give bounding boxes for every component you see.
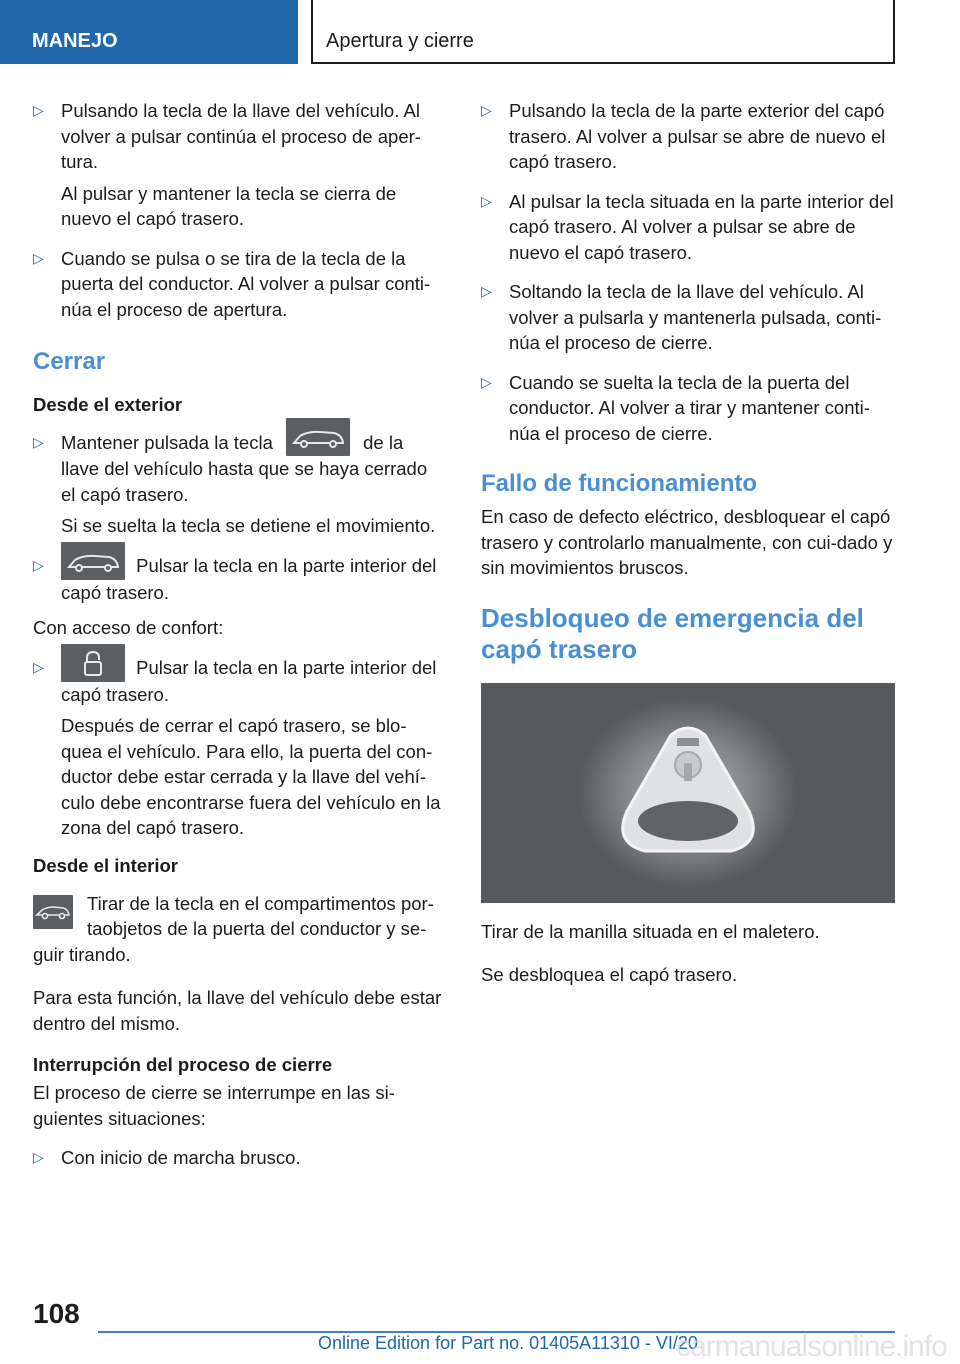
paragraph-final: Se desbloquea el capó trasero. bbox=[481, 964, 738, 985]
heading-cerrar: Cerrar bbox=[33, 348, 106, 375]
left-column bbox=[33, 98, 445, 1185]
list-item bbox=[33, 655, 445, 841]
paragraph-fallo: En caso de defecto eléctrico, desbloquear el capó trasero y controlarlo manualmente, con cui-dado y sin movimientos bruscos. bbox=[481, 506, 893, 578]
header-section-tab: MANEJO bbox=[0, 0, 298, 64]
text-fragment: Mantener pulsada la tecla bbox=[61, 432, 273, 453]
list-item bbox=[33, 98, 445, 232]
list-item-text: Cuando se pulsa o se tira de la tecla de la puerta del conductor. Al volver a pulsar conti-núa el proceso de apertura. bbox=[61, 247, 431, 320]
tailgate-car-icon bbox=[33, 895, 73, 929]
list-item bbox=[481, 189, 895, 266]
paragraph-confort: Con acceso de confort: bbox=[33, 617, 224, 639]
list-item bbox=[33, 246, 445, 323]
triangle-bullet-icon: ▷ bbox=[481, 283, 492, 299]
text-fragment: Pulsar la tecla en la parte interior del capó trasero. bbox=[61, 656, 437, 705]
heading-desde-interior: Desde el interior bbox=[33, 854, 178, 876]
text-fragment: de la llave del vehículo hasta que se haya cerrado el capó trasero. bbox=[61, 432, 428, 505]
triangle-bullet-icon: ▷ bbox=[33, 102, 44, 118]
list-item-subtext: Si se suelta la tecla se detiene el movimiento. bbox=[61, 515, 436, 537]
list-item-text: Pulsando la tecla de la parte exterior del capó trasero. Al volver a pulsar se abre de nuevo el capó trasero. bbox=[509, 100, 886, 172]
list-item bbox=[481, 279, 895, 356]
emergency-release-handle-figure bbox=[481, 683, 895, 903]
tailgate-car-icon bbox=[286, 418, 350, 456]
list-item-text bbox=[61, 655, 445, 708]
list-item bbox=[33, 1145, 445, 1171]
list-item bbox=[33, 553, 445, 606]
header-title: Apertura y cierre bbox=[311, 0, 895, 64]
watermark: carmanualsonline.info bbox=[676, 1330, 947, 1363]
list-item-text: Pulsando la tecla de la llave del vehículo. Al volver a pulsar continúa el proceso de aper-tura. bbox=[61, 100, 421, 172]
heading-desbloqueo: Desbloqueo de emergencia del capó trasero bbox=[481, 602, 864, 664]
list-item bbox=[33, 430, 445, 539]
figure-caption: Tirar de la manilla situada en el maletero. bbox=[481, 920, 820, 942]
paragraph-interior bbox=[33, 891, 445, 968]
triangle-bullet-icon: ▷ bbox=[33, 1149, 44, 1166]
triangle-bullet-icon: ▷ bbox=[481, 192, 492, 209]
list-item-text bbox=[61, 553, 445, 606]
text-fragment: Pulsar la tecla en la parte interior del capó trasero. bbox=[61, 554, 437, 603]
emergency-release-handle bbox=[481, 683, 895, 903]
triangle-bullet-icon: ▷ bbox=[33, 434, 44, 450]
heading-interrupcion: Interrupción del proceso de cierre bbox=[33, 1054, 333, 1076]
footer-edition: Online Edition for Part no. 01405A11310 - VI/20 bbox=[318, 1333, 698, 1353]
list-item bbox=[481, 370, 895, 447]
heading-fallo: Fallo de funcionamiento bbox=[481, 470, 758, 497]
list-item-text: Cuando se suelta la tecla de la puerta del conductor. Al volver a tirar y mantener conti-núa el proceso de cierre. bbox=[509, 371, 870, 444]
text-fragment: Tirar de la tecla en el compartimentos por-taobjetos de la puerta del conductor y se-guir tirando. bbox=[33, 892, 434, 965]
list-item-subtext: Al pulsar y mantener la tecla se cierra de nuevo el capó trasero. bbox=[61, 182, 397, 229]
list-item bbox=[481, 98, 895, 175]
paragraph-interrupcion: El proceso de cierre se interrumpe en las si-guientes situaciones: bbox=[33, 1082, 395, 1129]
page-number: 108 bbox=[33, 1298, 80, 1329]
lock-icon bbox=[61, 644, 125, 682]
triangle-bullet-icon: ▷ bbox=[33, 658, 44, 675]
triangle-bullet-icon: ▷ bbox=[33, 249, 44, 266]
list-item-text: Con inicio de marcha brusco. bbox=[61, 1147, 301, 1169]
triangle-bullet-icon: ▷ bbox=[481, 102, 492, 118]
list-item-text bbox=[61, 430, 445, 507]
list-item-subtext: Después de cerrar el capó trasero, se blo-quea el vehículo. Para ello, la puerta del con-ductor debe estar cerrada y la llave del vehí-culo debe encontrarse fuera del vehículo en la zona del capó trasero. bbox=[61, 715, 441, 839]
paragraph-funcion: Para esta función, la llave del vehículo debe estar dentro del mismo. bbox=[33, 987, 442, 1034]
tailgate-car-icon bbox=[61, 542, 125, 580]
list-item-text: Al pulsar la tecla situada en la parte interior del capó trasero. Al volver a pulsar se abre de nuevo el capó trasero. bbox=[509, 190, 894, 263]
list-item-text: Soltando la tecla de la llave del vehículo. Al volver a pulsarla y mantenerla pulsada, conti-núa el proceso de cierre. bbox=[509, 281, 882, 353]
triangle-bullet-icon: ▷ bbox=[481, 373, 492, 390]
heading-desde-exterior: Desde el exterior bbox=[33, 394, 183, 415]
right-column bbox=[481, 98, 895, 1002]
triangle-bullet-icon: ▷ bbox=[33, 556, 44, 573]
